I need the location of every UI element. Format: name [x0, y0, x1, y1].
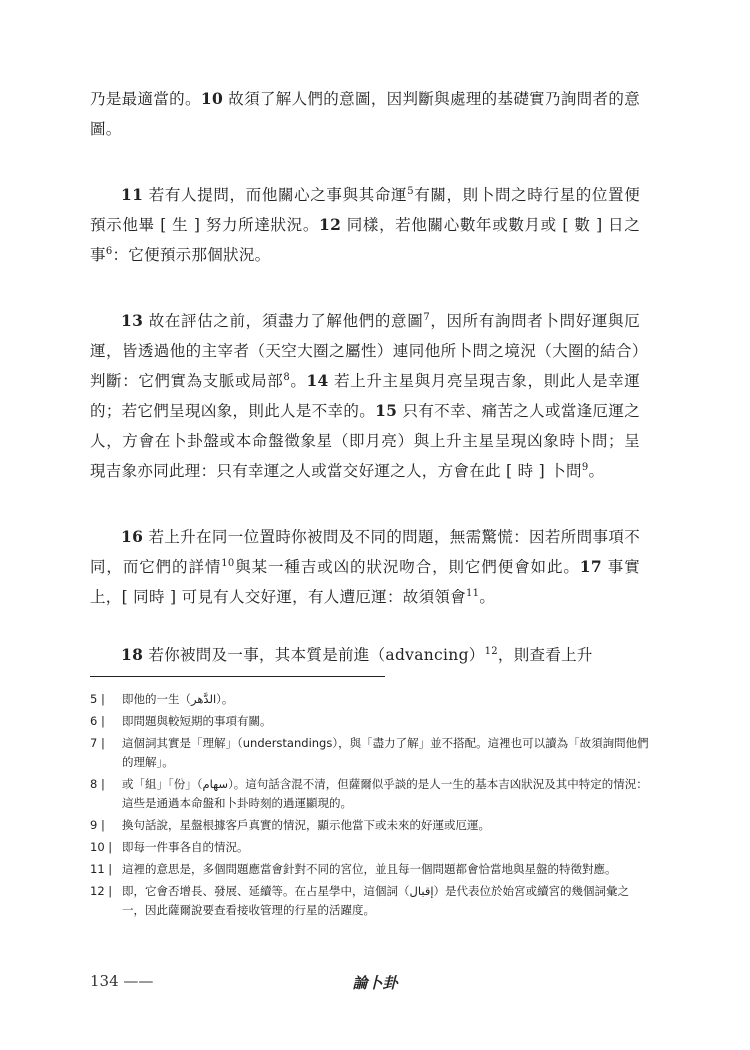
footnote-text: 即他的一生（الدَّهر）。	[122, 692, 234, 706]
footnote-ref: 8	[283, 371, 291, 383]
text-run: 故在評估之前，須盡力了解他們的意圖	[143, 312, 424, 330]
text-run: ：它便預示那個狀況。	[112, 246, 271, 264]
footnote-ref: 10	[221, 557, 235, 569]
text-run: 若上升在同一位置時你被問及不同的問題，無需驚慌：因若所問事項不同，而它們的詳情	[90, 528, 640, 576]
verse-number: 15	[375, 401, 398, 420]
footnote	[90, 775, 650, 813]
footnote-number: 6 |	[90, 714, 105, 728]
footnote-ref: 6	[105, 245, 113, 257]
running-title: 論卜卦	[352, 974, 398, 992]
footnote-number: 9 |	[90, 818, 105, 832]
footnote-rule	[90, 676, 385, 677]
footnote	[90, 734, 650, 772]
main-text	[90, 84, 640, 670]
footnote	[90, 860, 650, 879]
footnote-number: 7 |	[90, 736, 105, 750]
text-run: 只有不幸、痛苦之人或當逢厄運之人，方會在卜卦盤或本命盤徵象星（即月亮）與上升主星呈現凶象時卜問；呈現吉象亦同此理：只有幸運之人或當交好運之人，方會在此 [ 時 ] 卜問	[90, 402, 641, 480]
text-run: 同樣，若他關心數年或數月或 [ 數 ] 日之事	[90, 216, 641, 264]
verse-number: 10	[200, 89, 224, 108]
text-run: ，因所有詢問者卜問好運與厄運，皆透過他的主宰者（天空大圈之屬性）連同他所卜問之境況（大圈的結合）判斷：它們實為支脈或局部	[90, 312, 640, 390]
text-run: 故須了解人們的意圖，因判斷與處理的基礎實乃詢問者的意圖。	[90, 90, 640, 138]
verse-number: 14	[306, 371, 329, 390]
footnote	[90, 838, 650, 857]
text-run: 事實上，[ 同時 ] 可見有人交好運，有人遭厄運：故須領會	[90, 558, 640, 606]
page-number: 134 ——	[90, 972, 154, 990]
footnote	[90, 882, 650, 920]
footnote-number: 5 |	[90, 692, 105, 706]
text-run: 若有人提問，而他關心之事與其命運	[143, 186, 408, 204]
paragraph	[90, 180, 640, 270]
text-run: 。	[290, 372, 307, 390]
paragraph	[90, 522, 640, 612]
footnote-ref: 5	[407, 185, 414, 197]
text-run: 。	[479, 588, 496, 606]
text-run: 有關，則卜問之時行星的位置便預示他畢 [ 生 ] 努力所達狀況。	[90, 186, 641, 234]
footnote-ref: 7	[423, 311, 431, 323]
text-run: 若上升主星與月亮呈現吉象，則此人是幸運的；若它們呈現凶象，則此人是不幸的。	[90, 372, 640, 420]
verse-number: 11	[121, 185, 144, 204]
footnote-text: 即問題與較短期的事項有關。	[122, 714, 272, 728]
verse-number: 16	[121, 527, 144, 546]
footnote-ref: 9	[581, 461, 589, 473]
footnote	[90, 690, 650, 709]
text-run: 乃是最適當的。	[90, 90, 201, 108]
footnote-text: 即，它會否增長、發展、延續等。在占星學中，這個詞（إقبال）是代表位於始宮或續宮的幾個詞彙之一，因此薩爾說要查看接收管理的行星的活躍度。	[122, 884, 630, 917]
footnote-number: 10 |	[90, 840, 113, 854]
footnote-number: 12 |	[90, 884, 113, 898]
footnote-text: 即每一件事各自的情況。	[122, 840, 249, 854]
footnote-text: 這個詞其實是「理解」（understandings），與「盡力了解」並不搭配。這裡也可以讀為「故須詢問他們的理解」。	[122, 736, 649, 769]
paragraph	[90, 640, 640, 670]
text-run: 若你被問及一事，其本質是前進（advancing）	[143, 646, 485, 664]
footnote-number: 8 |	[90, 777, 105, 791]
footnote-text: 或「組」「份」（سهام）。這句話含混不清，但薩爾似乎談的是人一生的基本吉凶狀況及其中特定的情況：這些是通過本命盤和卜卦時刻的過運顯現的。	[122, 777, 648, 810]
footnote-ref: 11	[465, 587, 480, 599]
verse-number: 13	[121, 311, 144, 330]
footnotes	[90, 690, 650, 923]
footnote	[90, 816, 650, 835]
footnote-number: 11 |	[90, 862, 113, 876]
verse-number: 12	[318, 215, 342, 234]
footnote-text: 換句話說，星盤根據客戶真實的情況，顯示他當下或未來的好運或厄運。	[122, 818, 490, 832]
paragraph	[90, 84, 640, 144]
text-run: 與某一種吉或凶的狀況吻合，則它們便會如此。	[234, 558, 580, 576]
footnote	[90, 712, 650, 731]
footnote-text: 這裡的意思是，多個問題應當會針對不同的宮位，並且每一個問題都會恰當地與星盤的特徵對應。	[122, 862, 617, 876]
text-run: ，則查看上升	[497, 646, 593, 664]
footnote-ref: 12	[484, 645, 498, 657]
paragraph	[90, 306, 640, 486]
verse-number: 18	[121, 645, 144, 664]
verse-number: 17	[579, 557, 602, 576]
text-run: 。	[588, 462, 605, 480]
